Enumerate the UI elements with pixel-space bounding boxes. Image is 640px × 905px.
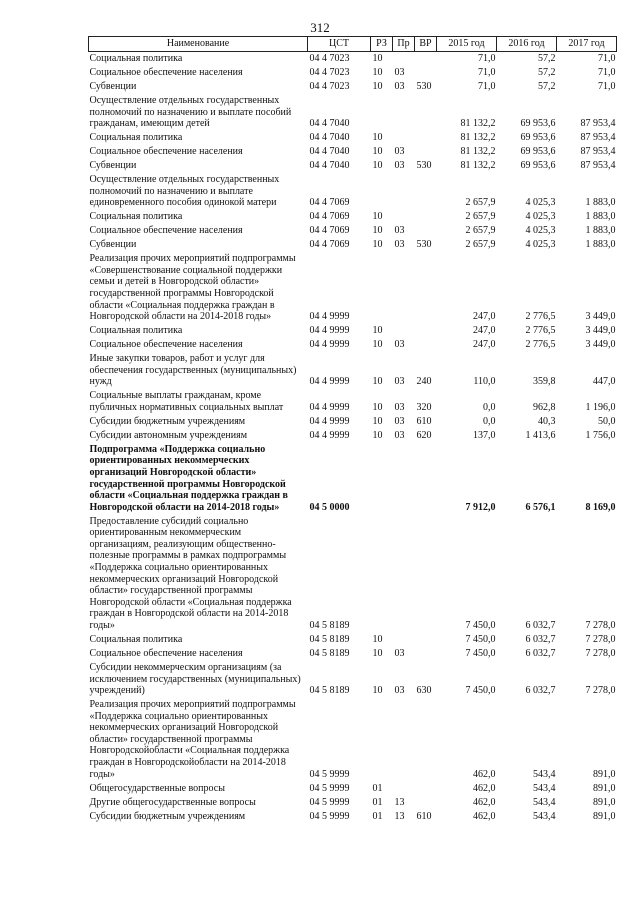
row-pr bbox=[393, 698, 415, 782]
row-vr: 240 bbox=[416, 376, 432, 388]
row-rz: 10 bbox=[372, 685, 383, 697]
row-vr bbox=[415, 633, 437, 647]
row-vr bbox=[415, 324, 437, 338]
row-cst: 04 4 9999 bbox=[309, 311, 350, 323]
row-pr: 03 bbox=[394, 225, 405, 237]
row-name: Субвенции bbox=[89, 160, 137, 172]
row-cst: 04 4 7023 bbox=[309, 67, 350, 79]
row-pr: 03 bbox=[394, 685, 405, 697]
row-name: Социальная политика bbox=[89, 53, 183, 65]
row-name: Субсидии бюджетным учреждениям bbox=[89, 415, 246, 427]
row-name: Предоставление субсидий социально ориентированным некоммерческим организациям, реализующим общественно-полезные программы в рамках подпрограммы «Поддержка социально ориентированных некоммерческих организаций Новгородской области» государственной программы Новгородской области «Социальная поддержка граждан в Новгородской области на 2014-2018 годы» bbox=[89, 515, 292, 632]
row-vr bbox=[415, 224, 437, 238]
row-pr bbox=[393, 443, 415, 515]
table-body bbox=[89, 52, 617, 824]
header-2017: 2017 год bbox=[557, 37, 617, 52]
row-pr bbox=[393, 515, 415, 633]
row-cst: 04 4 7069 bbox=[309, 239, 350, 251]
row-name: Подпрограмма «Поддержка социально ориентированных некоммерческих организаций Новгородской области» государственной программы Новгородской области «Социальная поддержка граждан в Новгородской области на 2014-2018 годы» bbox=[89, 443, 288, 513]
row-2017: 7 278,0 bbox=[585, 685, 616, 697]
table-row bbox=[89, 661, 617, 698]
row-cst: 04 4 7040 bbox=[309, 118, 350, 130]
row-2016: 2 776,5 bbox=[525, 325, 556, 337]
row-name: Социальное обеспечение населения bbox=[89, 647, 243, 659]
row-vr bbox=[415, 173, 437, 210]
row-vr bbox=[415, 131, 437, 145]
row-2017: 1 883,0 bbox=[585, 225, 616, 237]
table-row bbox=[89, 443, 617, 515]
row-2015: 2 657,9 bbox=[465, 239, 496, 251]
row-pr bbox=[393, 94, 415, 131]
header-name: Наименование bbox=[89, 37, 308, 52]
row-rz: 10 bbox=[372, 325, 383, 337]
row-pr bbox=[393, 781, 415, 795]
table-row bbox=[89, 647, 617, 661]
row-pr: 03 bbox=[394, 146, 405, 158]
row-cst: 04 4 7069 bbox=[309, 225, 350, 237]
row-rz: 10 bbox=[372, 401, 383, 413]
row-rz bbox=[371, 698, 393, 782]
row-2016: 57,2 bbox=[538, 67, 556, 79]
table-row bbox=[89, 52, 617, 66]
row-2016: 6 032,7 bbox=[525, 647, 556, 659]
row-2016: 2 776,5 bbox=[525, 339, 556, 351]
row-2017: 1 883,0 bbox=[585, 239, 616, 251]
row-2016: 69 953,6 bbox=[520, 118, 556, 130]
row-vr bbox=[415, 515, 437, 633]
row-pr: 03 bbox=[394, 239, 405, 251]
row-2017: 71,0 bbox=[598, 67, 616, 79]
row-rz: 10 bbox=[372, 239, 383, 251]
row-2016: 543,4 bbox=[533, 782, 556, 794]
table-row bbox=[89, 698, 617, 782]
row-name: Социальное обеспечение населения bbox=[89, 225, 243, 237]
row-2017: 71,0 bbox=[598, 81, 616, 93]
row-vr bbox=[415, 338, 437, 352]
row-2017: 3 449,0 bbox=[585, 311, 616, 323]
row-rz: 10 bbox=[372, 146, 383, 158]
row-name: Социальная политика bbox=[89, 634, 183, 645]
row-2016: 6 032,7 bbox=[525, 634, 556, 645]
row-name: Реализация прочих мероприятий подпрограммы «Поддержка социально ориентированных некоммерческих организаций Новгородской области» государственной программы Новгородскойобласти «Социальная поддержка граждан в Новгородскойобласти на 2014-2018 годы» bbox=[89, 699, 296, 780]
row-pr bbox=[393, 324, 415, 338]
row-cst: 04 5 8189 bbox=[309, 685, 350, 697]
row-pr: 03 bbox=[394, 160, 405, 172]
table-row bbox=[89, 415, 617, 429]
page-number: 312 bbox=[310, 20, 330, 35]
row-2016: 57,2 bbox=[538, 81, 556, 93]
row-cst: 04 4 7023 bbox=[309, 53, 350, 65]
row-2015: 462,0 bbox=[473, 782, 496, 794]
row-name: Субсидии некоммерческим организациям (за исключением государственных (муниципальных) учреждений) bbox=[89, 661, 301, 697]
row-cst: 04 5 9999 bbox=[309, 796, 350, 808]
row-rz: 10 bbox=[372, 647, 383, 659]
row-2016: 543,4 bbox=[533, 810, 556, 822]
row-rz: 10 bbox=[372, 53, 383, 65]
row-rz: 10 bbox=[372, 429, 383, 441]
row-2015: 7 450,0 bbox=[465, 685, 496, 697]
header-cst: ЦСТ bbox=[308, 37, 371, 52]
row-rz bbox=[371, 94, 393, 131]
row-2017: 87 953,4 bbox=[580, 160, 616, 172]
row-2016: 4 025,3 bbox=[525, 225, 556, 237]
row-rz: 10 bbox=[372, 81, 383, 93]
row-name: Социальная политика bbox=[89, 211, 183, 223]
row-2016: 6 032,7 bbox=[525, 620, 556, 632]
row-2017: 7 278,0 bbox=[585, 647, 616, 659]
table-row bbox=[89, 252, 617, 324]
row-rz bbox=[371, 443, 393, 515]
row-pr: 03 bbox=[394, 415, 405, 427]
row-2016: 4 025,3 bbox=[525, 211, 556, 223]
row-name: Общегосударственные вопросы bbox=[89, 782, 225, 794]
row-name: Субсидии бюджетным учреждениям bbox=[89, 810, 246, 822]
row-name: Другие общегосударственные вопросы bbox=[89, 796, 256, 808]
row-name: Осуществление отдельных государственных полномочий по назначению и выплате единовременного пособия одинокой матери bbox=[89, 174, 280, 209]
table-row bbox=[89, 94, 617, 131]
row-2015: 247,0 bbox=[473, 311, 496, 323]
table-row bbox=[89, 210, 617, 224]
row-vr: 320 bbox=[416, 401, 432, 413]
row-rz: 01 bbox=[372, 782, 383, 794]
row-name: Социальное обеспечение населения bbox=[89, 67, 243, 79]
row-rz bbox=[371, 252, 393, 324]
header-vr: ВР bbox=[415, 37, 437, 52]
row-2015: 2 657,9 bbox=[465, 197, 496, 209]
row-2015: 7 450,0 bbox=[465, 620, 496, 632]
row-2017: 71,0 bbox=[598, 53, 616, 65]
table-row bbox=[89, 159, 617, 173]
row-name: Социальная политика bbox=[89, 132, 183, 144]
table-row bbox=[89, 389, 617, 415]
row-pr: 13 bbox=[394, 810, 405, 822]
row-2017: 87 953,4 bbox=[580, 118, 616, 130]
header-2015: 2015 год bbox=[437, 37, 497, 52]
row-2015: 137,0 bbox=[473, 429, 496, 441]
row-cst: 04 4 9999 bbox=[309, 401, 350, 413]
row-2015: 2 657,9 bbox=[465, 211, 496, 223]
row-2017: 891,0 bbox=[593, 796, 616, 808]
row-2015: 247,0 bbox=[473, 339, 496, 351]
row-vr bbox=[415, 795, 437, 809]
row-cst: 04 4 7040 bbox=[309, 132, 350, 144]
row-name: Социальное обеспечение населения bbox=[89, 339, 243, 351]
row-cst: 04 4 7023 bbox=[309, 81, 350, 93]
table-row bbox=[89, 224, 617, 238]
row-pr: 13 bbox=[394, 796, 405, 808]
row-name: Осуществление отдельных государственных полномочий по назначению и выплате пособий гражданам, имеющим детей bbox=[89, 95, 292, 130]
row-cst: 04 5 9999 bbox=[309, 768, 350, 780]
row-2016: 962,8 bbox=[533, 401, 556, 413]
row-vr bbox=[415, 252, 437, 324]
row-rz: 10 bbox=[372, 376, 383, 388]
row-name: Субвенции bbox=[89, 81, 137, 93]
row-2016: 359,8 bbox=[533, 376, 556, 388]
row-pr bbox=[393, 131, 415, 145]
row-2015: 7 450,0 bbox=[465, 634, 496, 645]
row-name: Социальное обеспечение населения bbox=[89, 146, 243, 158]
table-row bbox=[89, 795, 617, 809]
row-vr bbox=[415, 94, 437, 131]
row-cst: 04 4 7069 bbox=[309, 197, 350, 209]
header-pr: Пр bbox=[393, 37, 415, 52]
row-2015: 2 657,9 bbox=[465, 225, 496, 237]
row-name: Субсидии автономным учреждениям bbox=[89, 429, 248, 441]
row-2016: 2 776,5 bbox=[525, 311, 556, 323]
row-2015: 462,0 bbox=[473, 768, 496, 780]
row-pr: 03 bbox=[394, 401, 405, 413]
row-cst: 04 4 9999 bbox=[309, 339, 350, 351]
row-2016: 69 953,6 bbox=[520, 132, 556, 144]
row-2016: 4 025,3 bbox=[525, 197, 556, 209]
row-cst: 04 5 0000 bbox=[309, 501, 350, 513]
table-row bbox=[89, 66, 617, 80]
row-2015: 110,0 bbox=[473, 376, 496, 388]
row-vr: 630 bbox=[416, 685, 432, 697]
row-cst: 04 5 8189 bbox=[309, 647, 350, 659]
row-rz: 10 bbox=[372, 160, 383, 172]
row-cst: 04 4 7040 bbox=[309, 160, 350, 172]
row-rz: 10 bbox=[372, 132, 383, 144]
row-2017: 8 169,0 bbox=[585, 501, 616, 513]
budget-table bbox=[88, 36, 617, 823]
row-2017: 891,0 bbox=[593, 810, 616, 822]
row-vr bbox=[415, 781, 437, 795]
row-pr: 03 bbox=[394, 429, 405, 441]
row-2016: 543,4 bbox=[533, 796, 556, 808]
row-rz: 01 bbox=[372, 796, 383, 808]
table-row bbox=[89, 80, 617, 94]
row-2017: 50,0 bbox=[598, 415, 616, 427]
table-row bbox=[89, 131, 617, 145]
row-name: Социальная политика bbox=[89, 325, 183, 337]
row-cst: 04 4 7069 bbox=[309, 211, 350, 223]
row-cst: 04 5 9999 bbox=[309, 810, 350, 822]
row-pr: 03 bbox=[394, 339, 405, 351]
row-vr: 620 bbox=[416, 429, 432, 441]
row-vr: 530 bbox=[416, 81, 432, 93]
header-rz: РЗ bbox=[371, 37, 393, 52]
row-vr bbox=[415, 66, 437, 80]
row-cst: 04 4 9999 bbox=[309, 376, 350, 388]
row-pr: 03 bbox=[394, 67, 405, 79]
row-2017: 1 883,0 bbox=[585, 197, 616, 209]
row-vr bbox=[415, 443, 437, 515]
row-2015: 0,0 bbox=[483, 415, 496, 427]
row-cst: 04 5 8189 bbox=[309, 620, 350, 632]
row-vr: 610 bbox=[416, 810, 432, 822]
row-rz: 10 bbox=[372, 211, 383, 223]
row-2016: 6 032,7 bbox=[525, 685, 556, 697]
row-pr: 03 bbox=[394, 647, 405, 659]
table-row bbox=[89, 173, 617, 210]
row-cst: 04 5 9999 bbox=[309, 782, 350, 794]
row-2016: 543,4 bbox=[533, 768, 556, 780]
row-rz bbox=[371, 173, 393, 210]
row-cst: 04 4 7040 bbox=[309, 146, 350, 158]
row-2015: 462,0 bbox=[473, 796, 496, 808]
row-name: Иные закупки товаров, работ и услуг для обеспечения государственных (муниципальных) нужд bbox=[89, 353, 297, 388]
row-rz: 10 bbox=[372, 339, 383, 351]
row-name: Субвенции bbox=[89, 239, 137, 251]
row-2017: 7 278,0 bbox=[585, 634, 616, 645]
row-vr bbox=[415, 52, 437, 66]
row-2017: 3 449,0 bbox=[585, 339, 616, 351]
row-vr bbox=[415, 698, 437, 782]
row-2015: 81 132,2 bbox=[460, 160, 496, 172]
table-row bbox=[89, 515, 617, 633]
row-2015: 462,0 bbox=[473, 810, 496, 822]
table-row bbox=[89, 429, 617, 443]
row-pr bbox=[393, 52, 415, 66]
table-row bbox=[89, 145, 617, 159]
row-rz: 10 bbox=[372, 225, 383, 237]
row-2016: 69 953,6 bbox=[520, 160, 556, 172]
row-vr: 530 bbox=[416, 160, 432, 172]
row-2015: 71,0 bbox=[478, 67, 496, 79]
row-2016: 1 413,6 bbox=[525, 429, 556, 441]
row-2017: 87 953,4 bbox=[580, 146, 616, 158]
row-2016: 6 576,1 bbox=[525, 501, 556, 513]
row-2015: 0,0 bbox=[483, 401, 496, 413]
row-2016: 69 953,6 bbox=[520, 146, 556, 158]
row-2016: 4 025,3 bbox=[525, 239, 556, 251]
row-pr bbox=[393, 210, 415, 224]
row-rz bbox=[371, 515, 393, 633]
row-pr bbox=[393, 173, 415, 210]
row-rz: 10 bbox=[372, 415, 383, 427]
table-row bbox=[89, 633, 617, 647]
row-2017: 1 196,0 bbox=[585, 401, 616, 413]
row-2017: 1 883,0 bbox=[585, 211, 616, 223]
row-name: Реализация прочих мероприятий подпрограммы «Совершенствование социальной поддержки семьи и детей в Новгородской области» государственной программы Новгородской области «Социальная поддержка граждан в Новгородской области на 2014-2018 годы» bbox=[89, 253, 296, 323]
row-vr: 530 bbox=[416, 239, 432, 251]
row-vr bbox=[415, 210, 437, 224]
row-2016: 40,3 bbox=[538, 415, 556, 427]
row-2015: 247,0 bbox=[473, 325, 496, 337]
row-pr bbox=[393, 252, 415, 324]
row-pr: 03 bbox=[394, 81, 405, 93]
row-cst: 04 4 9999 bbox=[309, 429, 350, 441]
row-rz: 10 bbox=[372, 67, 383, 79]
row-2017: 447,0 bbox=[593, 376, 616, 388]
table-header-row bbox=[89, 37, 617, 52]
row-rz: 10 bbox=[372, 634, 383, 645]
row-vr: 610 bbox=[416, 415, 432, 427]
row-2017: 3 449,0 bbox=[585, 325, 616, 337]
row-cst: 04 4 9999 bbox=[309, 415, 350, 427]
table-row bbox=[89, 238, 617, 252]
row-2017: 891,0 bbox=[593, 782, 616, 794]
row-2016: 57,2 bbox=[538, 53, 556, 65]
row-2015: 7 450,0 bbox=[465, 647, 496, 659]
row-2015: 81 132,2 bbox=[460, 132, 496, 144]
header-2016: 2016 год bbox=[497, 37, 557, 52]
row-name: Социальные выплаты гражданам, кроме публичных нормативных социальных выплат bbox=[89, 390, 284, 413]
table-row bbox=[89, 352, 617, 389]
row-cst: 04 4 9999 bbox=[309, 325, 350, 337]
row-2017: 87 953,4 bbox=[580, 132, 616, 144]
row-pr bbox=[393, 633, 415, 647]
table-row bbox=[89, 324, 617, 338]
row-cst: 04 5 8189 bbox=[309, 634, 350, 645]
table-row bbox=[89, 781, 617, 795]
row-2017: 1 756,0 bbox=[585, 429, 616, 441]
row-2017: 7 278,0 bbox=[585, 620, 616, 632]
row-vr bbox=[415, 647, 437, 661]
row-2015: 71,0 bbox=[478, 81, 496, 93]
row-2015: 7 912,0 bbox=[465, 501, 496, 513]
row-2015: 81 132,2 bbox=[460, 118, 496, 130]
table-row bbox=[89, 809, 617, 823]
row-vr bbox=[415, 145, 437, 159]
table-row bbox=[89, 338, 617, 352]
row-rz: 01 bbox=[372, 810, 383, 822]
row-2015: 81 132,2 bbox=[460, 146, 496, 158]
row-2015: 71,0 bbox=[478, 53, 496, 65]
row-pr: 03 bbox=[394, 376, 405, 388]
row-2017: 891,0 bbox=[593, 768, 616, 780]
